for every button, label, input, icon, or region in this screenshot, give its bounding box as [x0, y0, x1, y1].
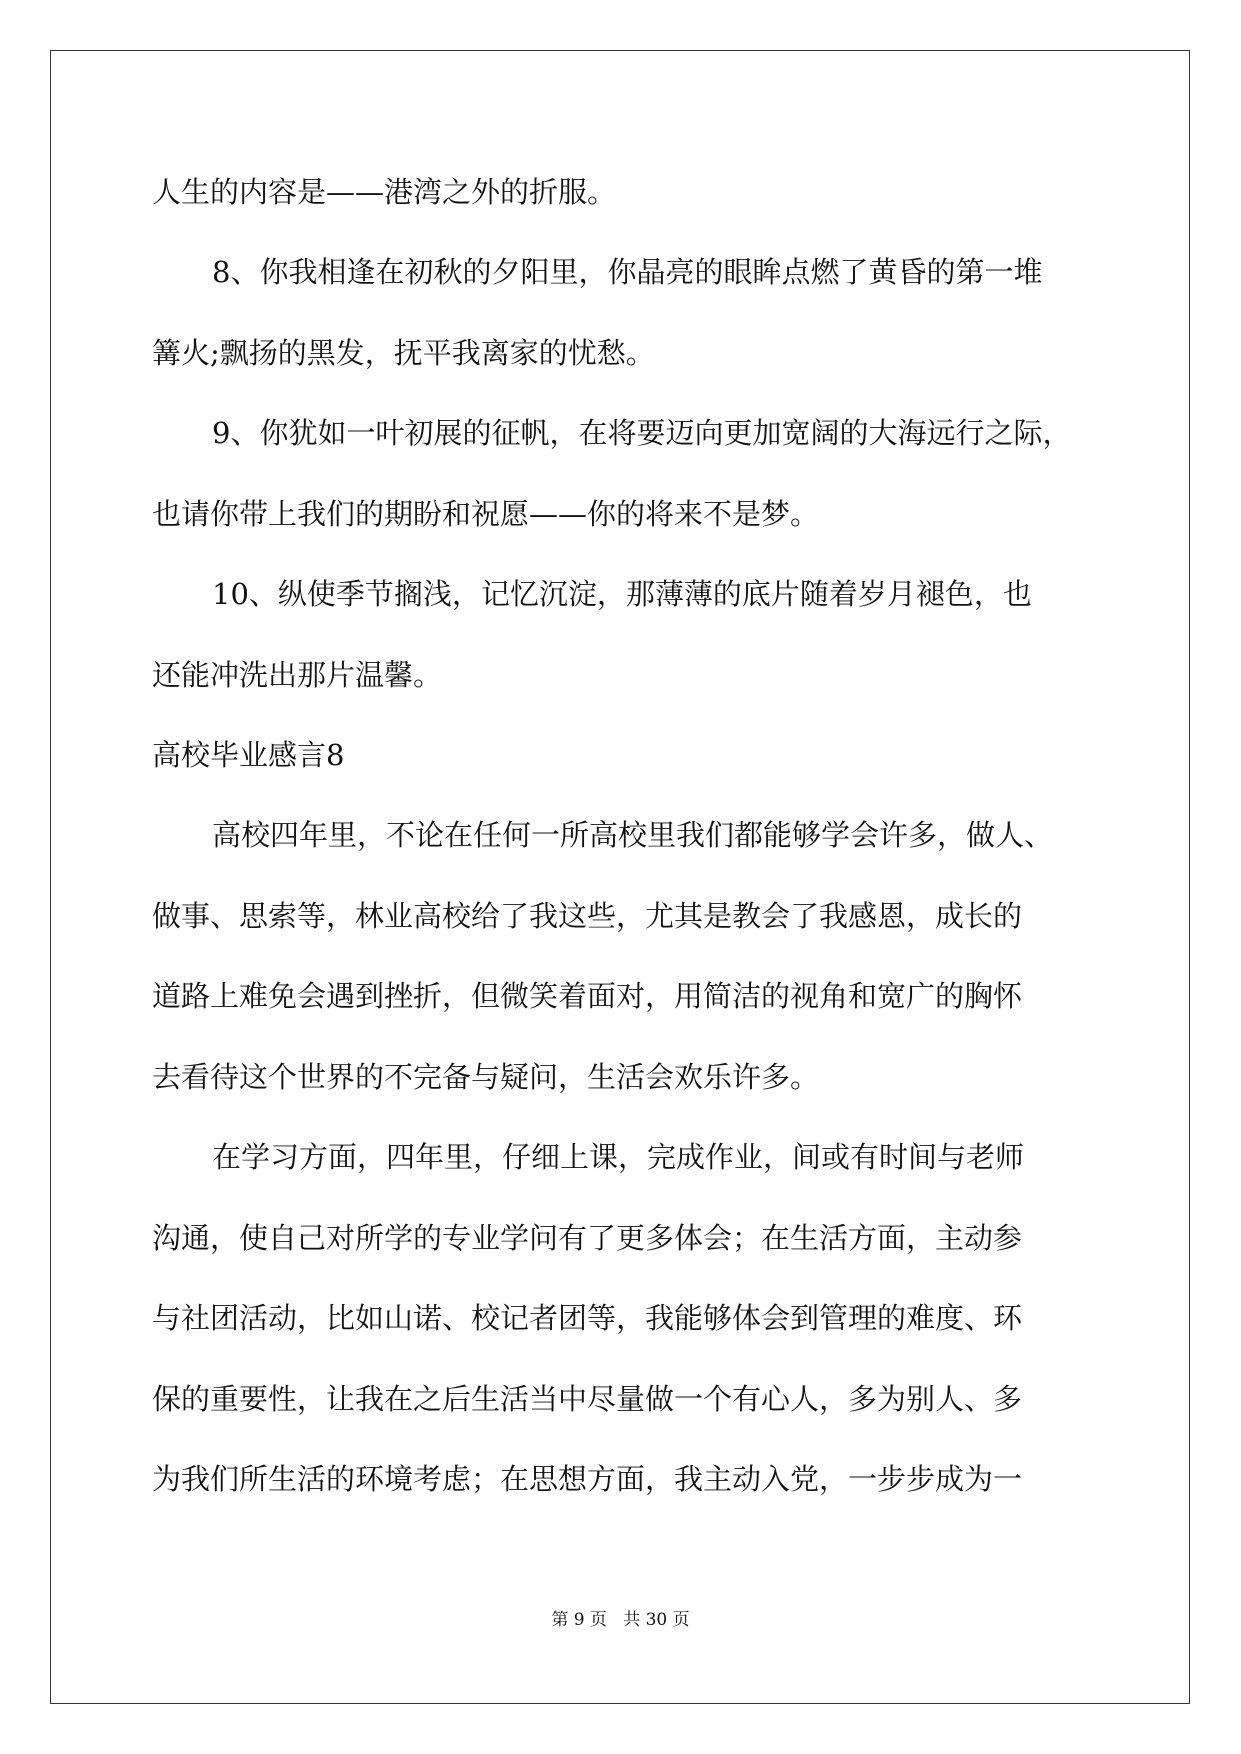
paragraph-line: 10、纵使季节搁浅，记忆沉淀，那薄薄的底片随着岁月褪色，也 — [212, 577, 1032, 611]
page-border — [50, 50, 1190, 1704]
paragraph-line: 高校四年里，不论在任何一所高校里我们都能够学会许多，做人、 — [212, 818, 1054, 852]
paragraph-line: 在学习方面，四年里，仔细上课，完成作业，间或有时间与老师 — [212, 1140, 1025, 1174]
text-line: 沟通，使自己对所学的专业学问有了更多体会；在生活方面，主动参 — [152, 1221, 1023, 1255]
paragraph-line: 8、你我相逢在初秋的夕阳里，你晶亮的眼眸点燃了黄昏的第一堆 — [212, 255, 1043, 289]
text-line: 与社团活动，比如山诺、校记者团等，我能够体会到管理的难度、环 — [152, 1301, 1023, 1335]
text-line: 为我们所生活的环境考虑；在思想方面，我主动入党，一步步成为一 — [152, 1462, 1023, 1496]
text-line: 去看待这个世界的不完备与疑问，生活会欢乐许多。 — [152, 1060, 820, 1094]
paragraph-line: 9、你犹如一叶初展的征帆，在将要迈向更加宽阔的大海远行之际， — [212, 416, 1072, 450]
text-line: 道路上难免会遇到挫折，但微笑着面对，用简洁的视角和宽广的胸怀 — [152, 979, 1023, 1013]
text-line: 人生的内容是——港湾之外的折服。 — [152, 175, 617, 209]
text-line: 做事、思索等，林业高校给了我这些，尤其是教会了我感恩，成长的 — [152, 899, 1023, 933]
page-footer: 第 9 页 共 30 页 — [551, 1610, 690, 1630]
text-line: 篝火;飘扬的黑发，抚平我离家的忧愁。 — [152, 336, 655, 370]
text-line: 还能冲洗出那片温馨。 — [152, 658, 443, 692]
section-heading: 高校毕业感言8 — [152, 738, 345, 772]
text-line: 保的重要性，让我在之后生活当中尽量做一个有心人，多为别人、多 — [152, 1382, 1023, 1416]
text-line: 也请你带上我们的期盼和祝愿——你的将来不是梦。 — [152, 497, 820, 531]
